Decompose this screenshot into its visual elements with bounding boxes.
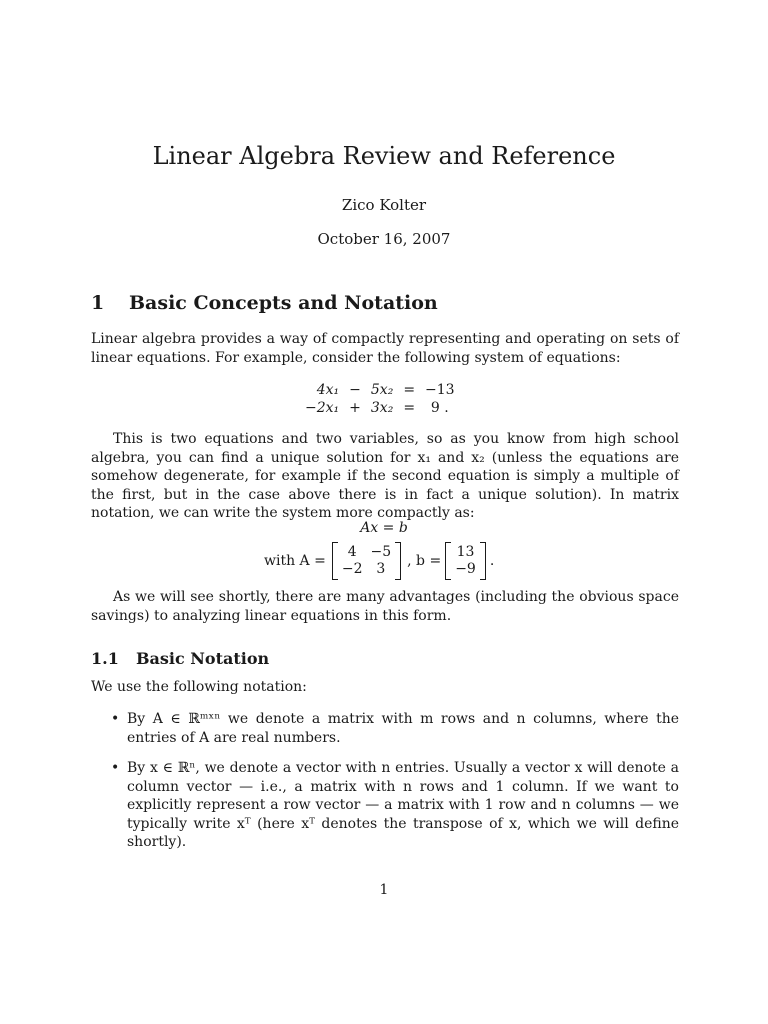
paragraph-advantages: As we will see shortly, there are many advantages (including the obvious space savings) to analyzing linear equations in this form. bbox=[91, 589, 679, 624]
matrix-equation: Ax = b bbox=[360, 520, 408, 536]
equation-term: 3x₂ bbox=[370, 400, 394, 416]
bullet-point: • bbox=[111, 760, 120, 776]
subsection-title: Basic Notation bbox=[136, 649, 270, 668]
equation-row bbox=[300, 399, 460, 417]
list-item bbox=[91, 710, 679, 747]
section-heading bbox=[91, 292, 438, 314]
vector-b bbox=[451, 544, 480, 578]
equation-term: −2x₁ bbox=[305, 400, 340, 416]
subsection-heading bbox=[91, 649, 269, 668]
with-a-label: with A = bbox=[264, 553, 326, 569]
right-bracket bbox=[395, 542, 401, 580]
equation-equals: = bbox=[403, 382, 416, 398]
subsection-number: 1.1 bbox=[91, 649, 119, 668]
equation-operator: − bbox=[349, 382, 361, 398]
equation-equals: = bbox=[403, 400, 416, 416]
paragraph-two-equations: This is two equations and two variables, so as you know from high school algebra, you can find a unique solution for x₁ and x₂ (unless the equations are somehow degenerate, for example if the second equation is simply a multiple of the first, but in the case above there is in fact a unique solution). In matrix notation, we can write the system more compactly as: bbox=[91, 431, 679, 521]
equation-term: 5x₂ bbox=[370, 382, 394, 398]
vector-cell: −9 bbox=[455, 561, 476, 577]
right-bracket bbox=[480, 542, 486, 580]
section-title: Basic Concepts and Notation bbox=[129, 292, 438, 314]
matrix-cell: 3 bbox=[376, 561, 386, 577]
equation-rhs: 9 . bbox=[430, 400, 449, 416]
document-title: Linear Algebra Review and Reference bbox=[152, 142, 616, 170]
matrix-cell: −5 bbox=[370, 544, 392, 560]
matrix-a bbox=[338, 544, 395, 578]
matrix-cell: 4 bbox=[347, 544, 357, 560]
notation-list bbox=[91, 710, 679, 864]
trailing-period: . bbox=[489, 553, 495, 569]
paragraph-notation-intro: We use the following notation: bbox=[91, 679, 307, 695]
document-date: October 16, 2007 bbox=[317, 230, 451, 248]
equation-row bbox=[300, 381, 460, 399]
bullet-point: • bbox=[111, 711, 120, 727]
equation-rhs: −13 bbox=[425, 382, 455, 398]
vector-cell: 13 bbox=[456, 544, 475, 560]
author-name: Zico Kolter bbox=[341, 196, 427, 214]
matrix-cell: −2 bbox=[341, 561, 363, 577]
list-item bbox=[91, 759, 679, 852]
list-item-text: By x ∈ ℝⁿ, we denote a vector with n entries. Usually a vector x will denote a column vector — i.e., a matrix with n rows and 1 column. If we want to explicitly represent a row vector — a matrix with 1 row and n columns — we typically write xᵀ (here xᵀ denotes the transpose of x, which we will define shortly). bbox=[127, 760, 679, 850]
equation-operator: + bbox=[349, 400, 361, 416]
b-label: , b = bbox=[407, 553, 442, 569]
section-number: 1 bbox=[91, 292, 105, 314]
paragraph-intro: Linear algebra provides a way of compactly representing and operating on sets of linear equations. For example, consider the following system of equations: bbox=[91, 331, 679, 366]
equation-system bbox=[300, 381, 460, 417]
matrix-definition bbox=[264, 542, 494, 580]
equation-term: 4x₁ bbox=[316, 382, 340, 398]
page-number: 1 bbox=[379, 882, 389, 898]
list-item-text: By A ∈ ℝᵐˣⁿ we denote a matrix with m rows and n columns, where the entries of A are real numbers. bbox=[127, 711, 679, 746]
